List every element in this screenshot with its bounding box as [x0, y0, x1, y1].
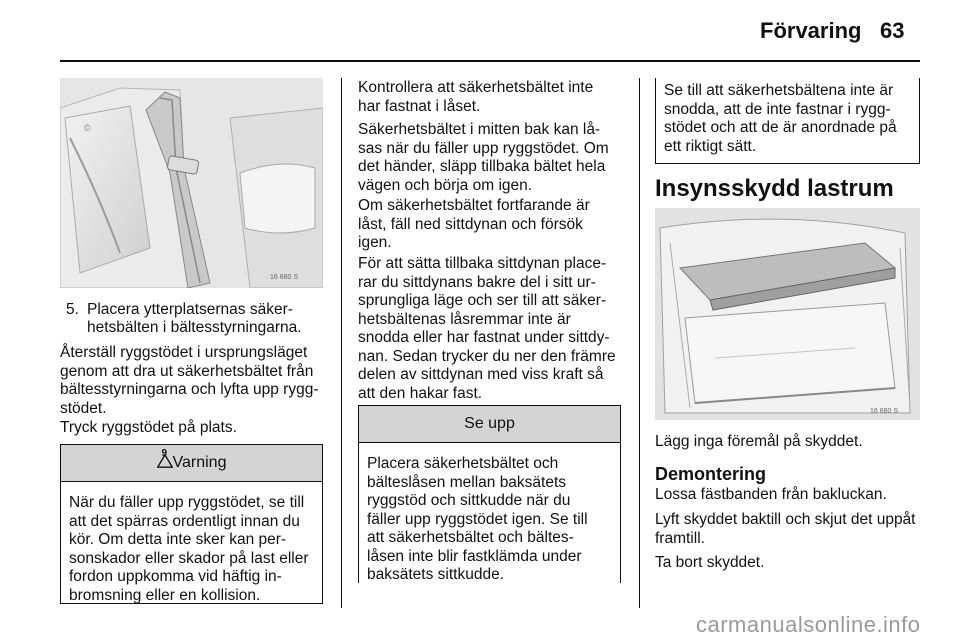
- text-line: rar du sittdynans bakre del i sitt ur-: [358, 273, 596, 291]
- page-header-title: Förvaring: [760, 18, 862, 43]
- text-line: fäller upp ryggstödet igen. Se till: [367, 510, 588, 528]
- text-line: genom att dra ut säkerhetsbältet från: [60, 362, 314, 380]
- column-divider-1: [341, 78, 342, 608]
- press-paragraph: Tryck ryggstödet på plats.: [60, 419, 237, 436]
- cargo-cover-illustration: [655, 208, 920, 420]
- figure-code: 16 680 S: [870, 408, 899, 415]
- step-number: 5.: [66, 301, 79, 318]
- text-line: låst, fäll ned sittdynan och försök: [358, 215, 583, 233]
- text-line: Om säkerhetsbältet fortfarande är: [358, 197, 590, 214]
- text-line: hetsbältenas låsremmar inte är: [358, 310, 571, 328]
- cushion-paragraph: [358, 255, 633, 403]
- check-paragraph: [358, 79, 628, 116]
- column-divider-2: [639, 78, 640, 608]
- text-line: snodda eller har fastnat under sittdy-: [358, 329, 610, 346]
- text-line: vägen och börja om igen.: [358, 176, 533, 194]
- text-line: att säkerhetsbältet och bältes-: [367, 529, 574, 546]
- text-line: snodda, att de inte fastnar i rygg-: [664, 100, 891, 118]
- locked-paragraph: [358, 197, 628, 253]
- text-line: För att sätta tillbaka sittdynan place-: [358, 255, 607, 272]
- svg-text:©: ©: [84, 123, 91, 133]
- text-line: ett riktigt sätt.: [664, 137, 757, 155]
- watermark: carmanualsonline.info: [696, 612, 921, 637]
- section-heading: Insynsskydd lastrum: [655, 175, 894, 202]
- text-line: bälteslåsen mellan baksätets: [367, 473, 567, 491]
- caution-header: Se upp: [359, 406, 620, 443]
- text-line: att det spärras ordentligt innan du: [69, 512, 300, 530]
- figure-code: 16 680 S: [270, 274, 299, 281]
- removal-step-2: [655, 511, 925, 548]
- header-rule: [60, 60, 920, 62]
- warning-box: [60, 444, 323, 604]
- text-line: När du fäller upp ryggstödet, se till: [69, 494, 305, 511]
- note-box: [655, 78, 920, 164]
- note-body: [656, 78, 919, 156]
- text-line: Se till att säkerhetsbältena inte är: [664, 82, 894, 99]
- caution-body: [359, 443, 620, 585]
- warning-header: [61, 445, 322, 482]
- text-line: låsen inte blir fastklämda under: [367, 547, 582, 565]
- text-line: delen av sittdynan med viss kraft så: [358, 366, 604, 383]
- step-line-2: hetsbälten i bältesstyrningarna.: [87, 319, 302, 336]
- removal-step-1: Lossa fästbanden från bakluckan.: [655, 486, 887, 503]
- text-line: Kontrollera att säkerhetsbältet inte: [358, 79, 594, 96]
- step-line-1: Placera ytterplatsernas säker-: [87, 301, 293, 318]
- text-line: nan. Sedan trycker du ner den främre: [358, 347, 616, 365]
- text-line: sas när du fäller upp ryggstödet. Om: [358, 139, 609, 157]
- text-line: bältesstyrningarna och lyfta upp rygg-: [60, 381, 319, 398]
- text-line: sprungliga läge och ser till att säker-: [358, 292, 607, 309]
- text-line: framtill.: [655, 529, 705, 547]
- cover-paragraph: Lägg inga föremål på skyddet.: [655, 433, 863, 450]
- text-line: Lyft skyddet baktill och skjut det uppåt: [655, 511, 916, 528]
- removal-subheading: Demontering: [655, 464, 767, 484]
- warning-body: [61, 482, 322, 605]
- middle-belt-paragraph: [358, 121, 628, 195]
- text-line: det händer, släpp tillbaka bältet hela: [358, 158, 606, 175]
- page-number: 63: [880, 18, 905, 43]
- caution-box: [358, 405, 621, 583]
- text-line: Placera säkerhetsbältet och: [367, 455, 559, 472]
- text-line: baksätets sittkudde.: [367, 566, 504, 583]
- warning-title: Varning: [172, 454, 227, 471]
- text-line: stödet.: [60, 399, 107, 417]
- text-line: fordon uppkomma vid häftig in-: [69, 568, 282, 585]
- text-line: igen.: [358, 234, 392, 251]
- text-line: har fastnat i låset.: [358, 97, 481, 115]
- text-line: ryggstöd och sittkudde när du: [367, 492, 571, 509]
- removal-step-3: Ta bort skyddet.: [655, 554, 765, 571]
- text-line: Återställ ryggstödet i ursprungsläget: [60, 344, 308, 361]
- restore-paragraph: [60, 344, 330, 418]
- text-line: stödet och att de är anordnade på: [664, 119, 897, 136]
- text-line: bromsning eller en kollision.: [69, 586, 261, 604]
- text-line: sonskador eller skador på last eller: [69, 549, 309, 567]
- text-line: Säkerhetsbältet i mitten bak kan lå-: [358, 121, 601, 138]
- text-line: kör. Om detta inte sker kan per-: [69, 531, 287, 548]
- seatbelt-figure: [60, 78, 323, 288]
- text-line: att den hakar fast.: [358, 384, 483, 402]
- seatbelt-illustration: [60, 78, 323, 288]
- cargo-cover-figure: [655, 208, 920, 420]
- warning-triangle-icon: 9: [157, 446, 173, 460]
